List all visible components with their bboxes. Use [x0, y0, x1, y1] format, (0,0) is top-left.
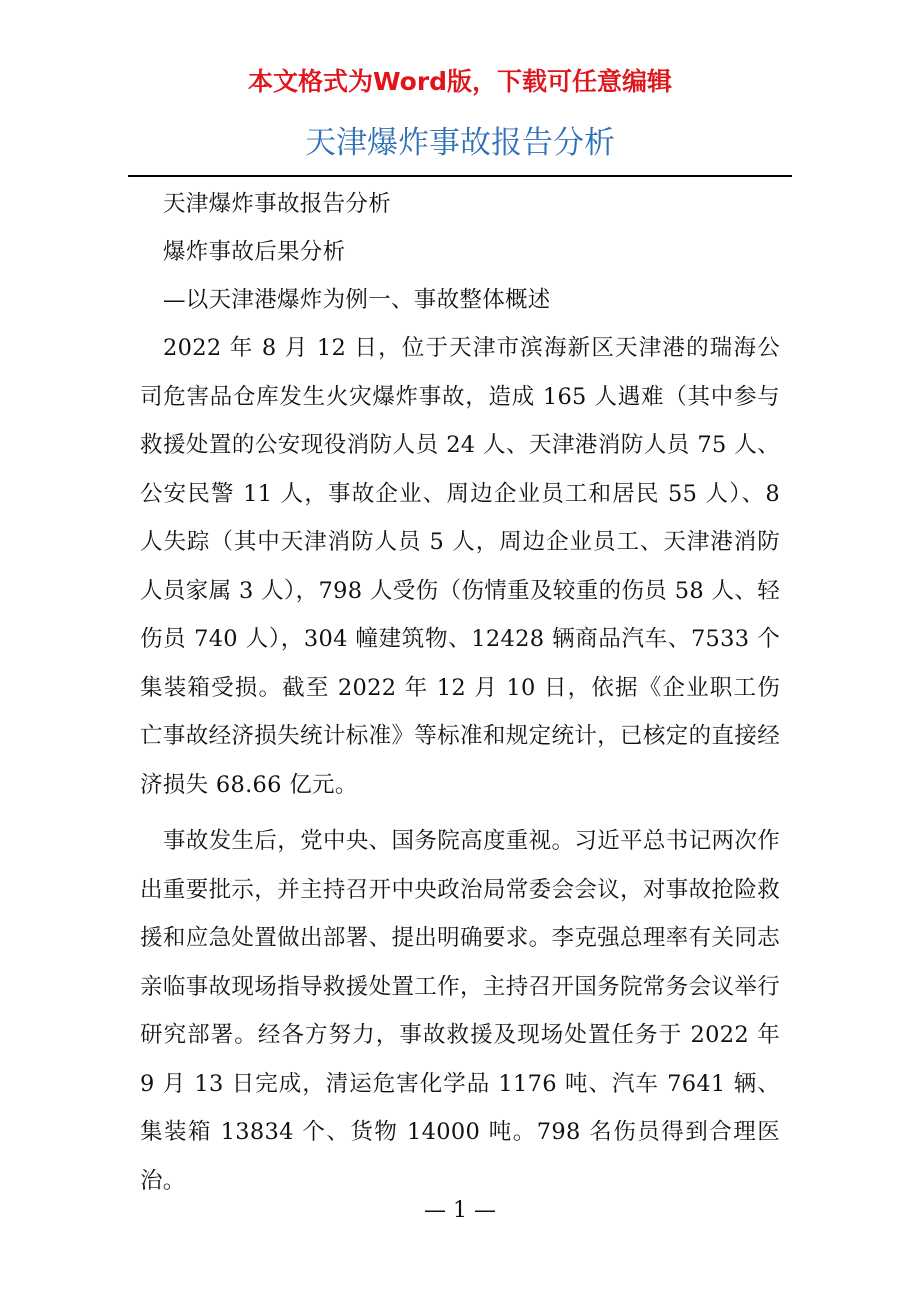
- paragraph-overview: 2022 年 8 月 12 日，位于天津市滨海新区天津港的瑞海公司危害品仓库发生火灾爆炸事故，造成 165 人遇难（其中参与救援处置的公安现役消防人员 24 人、天津港消防人员 75 人、公安民警 11 人，事故企业、周边企业员工和居民 55 人）、8 人失踪（其中天津消防人员 5 人，周边企业员工、天津港消防人员家属 3 人），798 人受伤（伤情重及较重的伤员 58 人、轻伤员 740 人），304 幢建筑物、12428 辆商品汽车、7533 个集装箱受损。截至 2022 年 12 月 10 日，依据《企业职工伤亡事故经济损失统计标准》等标准和规定统计，已核定的直接经济损失 68.66 亿元。: [140, 335, 780, 798]
- download-notice: 本文格式为Word版，下载可任意编辑: [247, 67, 673, 96]
- title-divider: [128, 175, 792, 177]
- page-number: — 1 —: [424, 1198, 496, 1223]
- paragraph-response: 事故发生后，党中央、国务院高度重视。习近平总书记两次作出重要批示，并主持召开中央政治局常委会会议，对事故抢险救援和应急处置做出部署、提出明确要求。李克强总理率有关同志亲临事故现场指导救援处置工作，主持召开国务院常务会议举行研究部署。经各方努力，事故救援及现场处置任务于 2022 年 9 月 13 日完成，清运危害化学品 1176 吨、汽车 7641 辆、集装箱 13834 个、货物 14000 吨。798 名伤员得到合理医治。: [140, 828, 780, 1194]
- body-heading-line: 天津爆炸事故报告分析: [163, 191, 392, 217]
- body-subheading-line: 爆炸事故后果分析: [163, 239, 346, 265]
- document-body: [140, 180, 780, 1205]
- document-title: 天津爆炸事故报告分析: [305, 125, 615, 161]
- body-section-line: —以天津港爆炸为例一、事故整体概述: [163, 287, 551, 313]
